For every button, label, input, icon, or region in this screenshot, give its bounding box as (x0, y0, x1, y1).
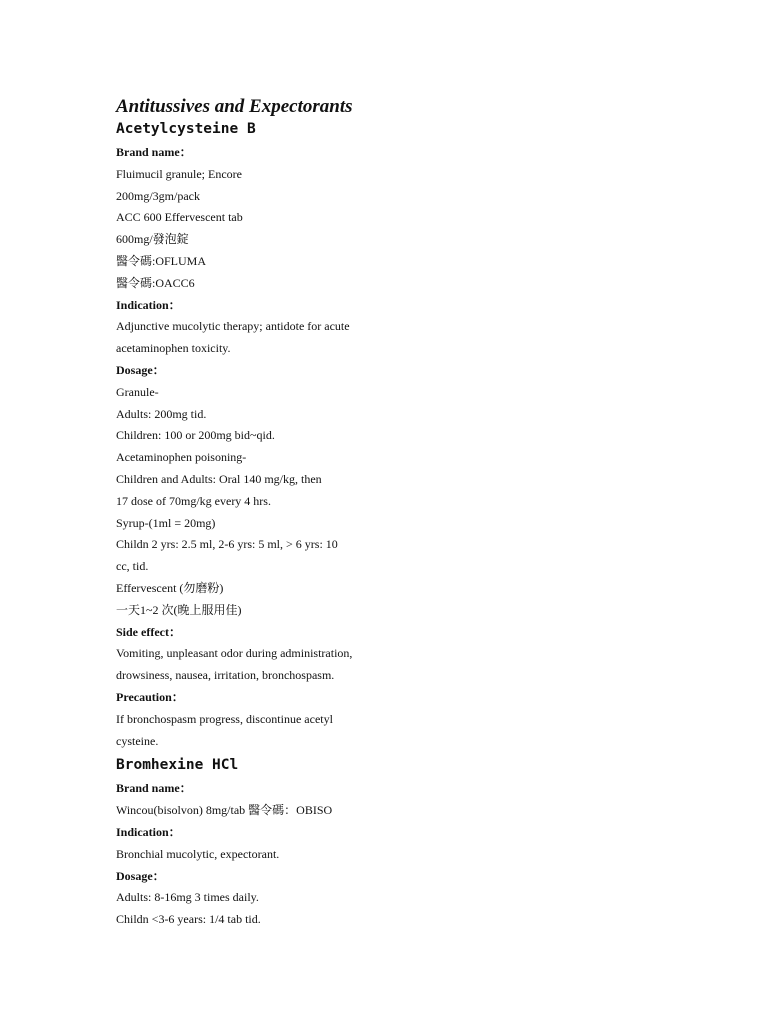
text-line: 一天1~2 次(晚上服用佳) (116, 602, 242, 617)
text-line: cysteine. (116, 733, 159, 748)
text-line: 醫令碼:OACC6 (116, 275, 195, 290)
section-label: Dosage： (116, 362, 165, 377)
text-line: Bronchial mucolytic, expectorant. (116, 846, 280, 861)
text-line: 200mg/3gm/pack (116, 188, 200, 203)
section-label: Precaution： (116, 689, 184, 704)
section-label: Indication： (116, 824, 181, 839)
text-line: 600mg/發泡錠 (116, 232, 189, 247)
text-line: Childn 2 yrs: 2.5 ml, 2-6 yrs: 5 ml, > 6 yrs: 10 (116, 537, 338, 552)
drug-section-acetylcysteine (116, 120, 416, 752)
text-line: drowsiness, nausea, irritation, bronchospasm. (116, 668, 335, 683)
section-label: Indication： (116, 297, 181, 312)
section-label: Dosage： (116, 868, 165, 883)
page-title: Antitussives and Expectorants (116, 96, 353, 117)
text-line: Vomiting, unpleasant odor during administration, (116, 646, 353, 661)
document-page (116, 94, 416, 931)
text-line: acetaminophen toxicity. (116, 341, 231, 356)
text-line: Acetaminophen poisoning- (116, 450, 247, 465)
drug-heading: Bromhexine HCl (116, 757, 239, 774)
text-line: Adjunctive mucolytic therapy; antidote for acute (116, 319, 350, 334)
text-line: Wincou(bisolvon) 8mg/tab 醫令碼：OBISO (116, 803, 333, 818)
text-line: If bronchospasm progress, discontinue acetyl (116, 711, 333, 726)
section-label: Brand name： (116, 145, 192, 159)
drug-body (116, 142, 416, 752)
section-label: Brand name： (116, 781, 192, 796)
text-line: Adults: 8-16mg 3 times daily. (116, 890, 259, 905)
text-line: Syrup-(1ml = 20mg) (116, 515, 216, 530)
text-line: Children and Adults: Oral 140 mg/kg, then (116, 471, 322, 486)
text-line: cc, tid. (116, 559, 149, 574)
text-line: 醫令碼:OFLUMA (116, 253, 207, 268)
text-line: Childn <3-6 years: 1/4 tab tid. (116, 912, 261, 927)
drug-body (116, 778, 416, 931)
drug-heading: Acetylcysteine B (116, 121, 256, 137)
text-line: Adults: 200mg tid. (116, 406, 207, 421)
text-line: Fluimucil granule; Encore (116, 166, 242, 181)
section-label: Side effect： (116, 624, 181, 639)
drug-section-bromhexine (116, 756, 416, 931)
text-line: Effervescent (勿磨粉) (116, 580, 224, 595)
text-line: 17 dose of 70mg/kg every 4 hrs. (116, 493, 271, 508)
text-line: Granule- (116, 384, 159, 399)
text-line: ACC 600 Effervescent tab (116, 210, 243, 225)
text-line: Children: 100 or 200mg bid~qid. (116, 428, 275, 443)
